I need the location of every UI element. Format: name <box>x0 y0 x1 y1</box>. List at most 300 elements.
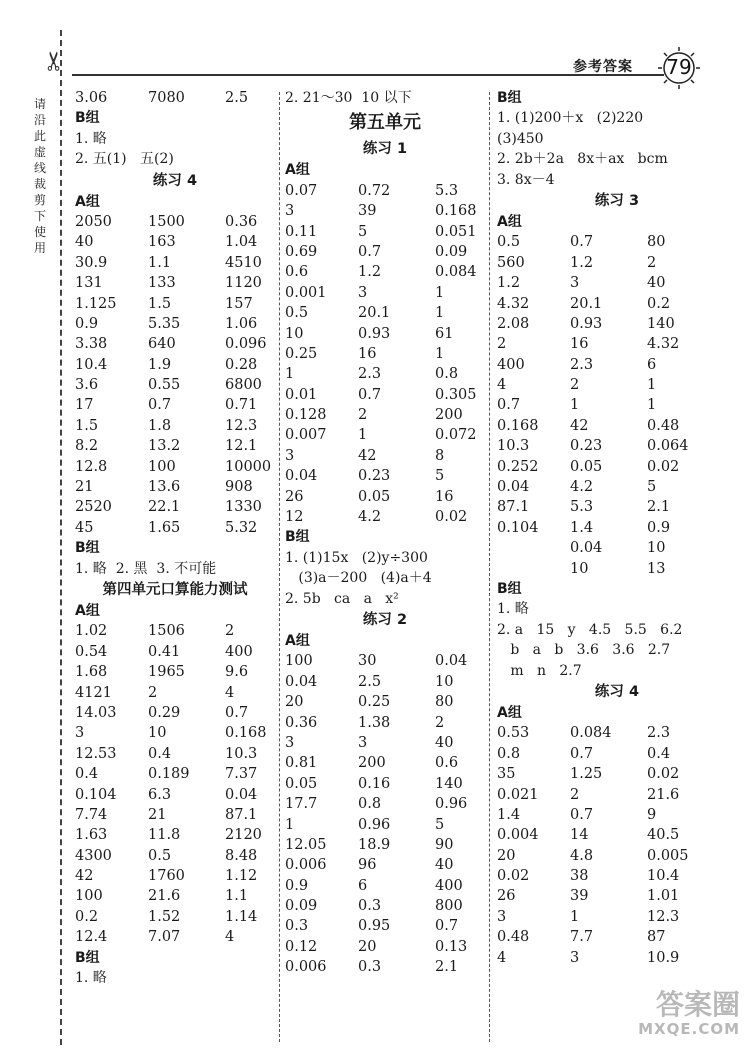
answer-cell: 640 <box>148 336 176 353</box>
answer-cell: 1 <box>435 305 445 322</box>
answer-cell: 7.7 <box>570 929 594 946</box>
answer-row <box>75 703 275 723</box>
answer-row <box>497 416 737 436</box>
answer-cell: 0.16 <box>358 775 391 792</box>
answer-cell: 0.05 <box>285 775 318 792</box>
answer-cell: 5.32 <box>225 519 258 536</box>
answer-cell: 0.69 <box>285 243 318 260</box>
answer-cell: 0.36 <box>225 213 258 230</box>
answer-cell: 908 <box>225 479 253 496</box>
answer-cell: 4.2 <box>570 479 594 496</box>
answer-row <box>285 692 485 712</box>
answer-cell: 1.2 <box>497 275 521 292</box>
answer-cell: 0.7 <box>497 397 521 414</box>
answer-row <box>497 232 737 252</box>
group-label: A组 <box>285 632 310 649</box>
answer-cell: 400 <box>497 356 525 373</box>
answer-cell: 9 <box>647 806 657 823</box>
answer-cell: 0.168 <box>497 417 539 434</box>
answer-cell: 0.13 <box>435 938 468 955</box>
answer-cell: 1 <box>435 345 445 362</box>
answer-cell: 2120 <box>225 827 262 844</box>
answer-cell: 80 <box>647 234 666 251</box>
answer-cell: 0.104 <box>75 786 117 803</box>
answer-cell: 140 <box>435 775 463 792</box>
answer-cell: 10 <box>435 673 454 690</box>
answer-cell: 6800 <box>225 377 262 394</box>
answer-cell: 2520 <box>75 499 112 516</box>
answer-cell: 1 <box>570 908 580 925</box>
answer-cell: 1506 <box>148 623 185 640</box>
answer-cell: 0.23 <box>570 438 603 455</box>
answer-row <box>75 395 275 415</box>
answer-cell: 40 <box>647 275 666 292</box>
page-number-badge <box>655 44 703 92</box>
answer-cell: 4.8 <box>570 847 594 864</box>
watermark-logo <box>610 990 740 1038</box>
answer-row <box>285 425 485 445</box>
answer-cell: 3.38 <box>75 336 108 353</box>
answer-cell: 0.001 <box>285 284 327 301</box>
answer-cell: 1.02 <box>75 623 108 640</box>
answer-cell: 2 <box>435 714 445 731</box>
answer-cell: 0.305 <box>435 386 477 403</box>
answer-cell: 0.084 <box>435 264 477 281</box>
answer-cell: 0.04 <box>570 540 603 557</box>
answer-cell: 4.32 <box>647 336 680 353</box>
answer-cell: 0.5 <box>285 305 309 322</box>
answer-cell: 1.2 <box>358 264 382 281</box>
answer-cell: 0.006 <box>285 857 327 874</box>
answer-cell: 1965 <box>148 664 185 681</box>
answer-cell: 1.9 <box>148 356 172 373</box>
answer-cell: 8.48 <box>225 847 258 864</box>
answer-cell: 1.12 <box>225 868 258 885</box>
answer-cell: 3 <box>285 734 295 751</box>
page-number: 79 <box>666 55 692 79</box>
answer-cell: 4510 <box>225 254 262 271</box>
answer-row <box>497 477 737 497</box>
answer-row <box>75 846 275 866</box>
answer-row <box>497 375 737 395</box>
answer-cell: 200 <box>358 755 386 772</box>
answer-cell: 400 <box>435 877 463 894</box>
answer-cell: 0.93 <box>570 315 603 332</box>
answer-cell: 1.14 <box>225 908 258 925</box>
answer-cell: 87.1 <box>225 806 258 823</box>
answer-row <box>497 436 737 456</box>
answer-cell: 20.1 <box>570 295 603 312</box>
answer-cell: 1.04 <box>225 234 258 251</box>
answer-row <box>75 744 275 764</box>
answer-cell: 1120 <box>225 275 262 292</box>
answer-cell: 5.3 <box>570 499 594 516</box>
answer-row <box>75 334 275 354</box>
answer-cell: 1.125 <box>75 295 117 312</box>
answer-row <box>75 355 275 375</box>
answer-cell: 0.6 <box>435 755 459 772</box>
answer-cell: 0.9 <box>75 315 99 332</box>
answer-cell: 45 <box>75 519 94 536</box>
answer-cell: 7.74 <box>75 806 108 823</box>
answer-cell: 10 <box>647 540 666 557</box>
answer-cell: 4 <box>497 949 507 966</box>
answer-cell: 10.4 <box>647 868 680 885</box>
answer-cell: 1.63 <box>75 827 108 844</box>
answer-cell: 5 <box>435 816 445 833</box>
answer-row <box>497 294 737 314</box>
answer-cell: 42 <box>570 417 589 434</box>
answer-row <box>75 375 275 395</box>
answer-cell: 400 <box>225 643 253 660</box>
watermark-url: MXQE.COM <box>638 1020 740 1038</box>
answer-cell: 6 <box>647 356 657 373</box>
answer-cell: 0.006 <box>285 959 327 976</box>
answer-cell: 0.02 <box>497 868 530 885</box>
answer-text: 1. 略 <box>75 130 107 147</box>
answer-cell: 5 <box>435 468 445 485</box>
answer-cell: 1.5 <box>75 417 99 434</box>
answer-cell: 42 <box>358 447 377 464</box>
answer-row <box>285 242 485 262</box>
answer-cell: 0.02 <box>435 509 468 526</box>
answer-cell: 0.29 <box>148 704 181 721</box>
answer-cell: 2.1 <box>435 959 459 976</box>
answer-cell: 0.4 <box>647 745 671 762</box>
answer-row <box>75 927 275 947</box>
answer-cell: 87.1 <box>497 499 530 516</box>
answer-cell: 4.2 <box>358 509 382 526</box>
answer-cell: 16 <box>358 345 377 362</box>
answer-cell: 0.128 <box>285 407 327 424</box>
answer-cell: 0.7 <box>570 745 594 762</box>
answer-row <box>75 436 275 456</box>
answer-cell: 1.65 <box>148 519 181 536</box>
answer-text: 2. 21～30 10 以下 <box>285 90 412 106</box>
answer-cell: 5 <box>647 479 657 496</box>
answer-cell: 0.04 <box>225 786 258 803</box>
answer-row <box>285 957 485 977</box>
answer-cell: 0.5 <box>148 847 172 864</box>
answer-row <box>497 866 737 886</box>
answer-text: 2. 五(1) 五(2) <box>75 151 174 168</box>
answer-cell: 30 <box>358 653 377 670</box>
answer-text: 1. 略 2. 黑 3. 不可能 <box>75 560 217 577</box>
answer-cell: 10.3 <box>225 745 258 762</box>
answer-cell: 0.7 <box>358 243 382 260</box>
answer-cell: 0.25 <box>358 694 391 711</box>
answer-cell: 8 <box>435 447 445 464</box>
answer-cell: 0.05 <box>570 458 603 475</box>
answer-text: 1. 略 <box>75 970 107 987</box>
answer-cell: 21.6 <box>148 888 181 905</box>
answer-cell: 10.3 <box>497 438 530 455</box>
answer-cell: 8.2 <box>75 438 99 455</box>
answer-cell <box>497 538 570 558</box>
answer-cell: 0.7 <box>358 386 382 403</box>
answer-cell: 1.4 <box>570 519 594 536</box>
answer-text: 2. 2b＋2a 8x＋ax bcm <box>497 151 668 168</box>
answer-cell: 1500 <box>148 213 185 230</box>
answer-row <box>285 794 485 814</box>
answer-cell: 20 <box>285 694 304 711</box>
answer-cell: 12.53 <box>75 745 117 762</box>
answer-cell: 0.9 <box>647 519 671 536</box>
answer-cell: 1 <box>647 377 657 394</box>
answer-cell: 2.5 <box>358 673 382 690</box>
answer-cell: 0.07 <box>285 182 318 199</box>
answer-cell: 1 <box>435 284 445 301</box>
answer-cell: 0.11 <box>285 223 318 240</box>
answer-cell: 2 <box>647 254 657 271</box>
answer-cell: 7080 <box>148 90 185 106</box>
group-label: B组 <box>497 90 522 106</box>
answer-cell: 20 <box>358 938 377 955</box>
answer-cell: 0.005 <box>647 847 689 864</box>
answer-cell: 0.36 <box>285 714 318 731</box>
answer-text: 2. 5b ca a x² <box>285 590 399 607</box>
answer-cell: 5 <box>358 223 368 240</box>
answer-cell: 20.1 <box>358 305 391 322</box>
answer-cell: 4121 <box>75 684 112 701</box>
answer-cell: 560 <box>497 254 525 271</box>
answer-cell: 1.06 <box>225 315 258 332</box>
answer-cell: 12.4 <box>75 929 108 946</box>
group-label: A组 <box>285 162 310 179</box>
answer-row <box>285 733 485 753</box>
answer-cell: 21 <box>75 479 94 496</box>
section-title: 练习 4 <box>594 683 640 700</box>
answer-cell: 0.04 <box>435 653 468 670</box>
answer-cell: 1330 <box>225 499 262 516</box>
answer-cell: 0.09 <box>285 898 318 915</box>
answer-row <box>285 344 485 364</box>
answer-row <box>497 927 737 947</box>
answer-cell: 0.28 <box>225 356 258 373</box>
answer-cell: 3 <box>75 725 85 742</box>
answer-row <box>75 518 275 538</box>
group-label: B组 <box>285 529 310 546</box>
answer-cell: 0.168 <box>435 203 477 220</box>
answer-cell: 2.1 <box>647 499 671 516</box>
answer-cell: 0.12 <box>285 938 318 955</box>
answer-row <box>497 764 737 784</box>
answer-cell: 26 <box>497 888 516 905</box>
answer-cell: 0.3 <box>285 918 309 935</box>
answer-row <box>75 642 275 662</box>
answer-row <box>497 846 737 866</box>
answer-cell: 12.8 <box>75 458 108 475</box>
answer-cell: 13 <box>647 560 666 577</box>
answer-row <box>497 497 737 517</box>
group-label: B组 <box>497 580 522 597</box>
answer-cell: 39 <box>570 888 589 905</box>
group-label: B组 <box>75 110 100 127</box>
answer-cell: 12.05 <box>285 836 327 853</box>
answer-cell: 0.04 <box>285 468 318 485</box>
answer-cell: 1.52 <box>148 908 181 925</box>
answer-row <box>75 825 275 845</box>
answer-cell: 13.6 <box>148 479 181 496</box>
answer-cell: 11.8 <box>148 827 181 844</box>
answer-cell: 0.05 <box>358 488 391 505</box>
answer-row <box>285 507 485 527</box>
answer-row <box>285 815 485 835</box>
answer-cell: 0.96 <box>358 816 391 833</box>
answer-row <box>75 273 275 293</box>
answer-cell: 0.2 <box>75 908 99 925</box>
answer-text: m n 2.7 <box>497 662 582 679</box>
section-title: 练习 4 <box>152 172 198 189</box>
answer-row <box>497 334 737 354</box>
answer-row <box>285 896 485 916</box>
answer-row <box>497 518 737 538</box>
answer-cell: 38 <box>570 868 589 885</box>
column-divider <box>489 92 490 1042</box>
answer-cell: 0.4 <box>75 766 99 783</box>
answer-cell: 0.04 <box>285 673 318 690</box>
answer-cell: 0.2 <box>647 295 671 312</box>
answer-cell: 1.8 <box>148 417 172 434</box>
answer-cell: 14 <box>570 827 589 844</box>
answer-text: (3)450 <box>497 130 544 147</box>
answer-cell: 18.9 <box>358 836 391 853</box>
answer-cell: 2 <box>570 377 580 394</box>
answer-cell: 3.6 <box>75 377 99 394</box>
answer-cell: 40 <box>435 734 454 751</box>
answer-cell: 0.8 <box>358 796 382 813</box>
answer-cell: 10.9 <box>647 949 680 966</box>
answer-cell: 17.7 <box>285 796 318 813</box>
answer-column-3 <box>497 88 737 968</box>
answer-row <box>497 805 737 825</box>
answer-cell: 0.8 <box>435 366 459 383</box>
answer-row <box>497 457 737 477</box>
answer-row <box>75 253 275 273</box>
answer-cell: 200 <box>435 407 463 424</box>
answer-cell: 2 <box>148 684 158 701</box>
answer-row <box>75 764 275 784</box>
answer-cell: 0.25 <box>285 345 318 362</box>
answer-cell: 0.3 <box>358 898 382 915</box>
answer-row <box>75 212 275 232</box>
answer-row <box>285 262 485 282</box>
answer-cell: 0.051 <box>435 223 477 240</box>
answer-cell: 3 <box>358 284 368 301</box>
answer-cell: 0.7 <box>570 806 594 823</box>
answer-cell: 3.06 <box>75 90 108 106</box>
answer-cell: 0.8 <box>497 745 521 762</box>
unit-title: 第五单元 <box>349 112 421 134</box>
answer-cell: 0.5 <box>497 234 521 251</box>
answer-cell: 0.95 <box>358 918 391 935</box>
answer-cell: 4 <box>497 377 507 394</box>
answer-row <box>285 876 485 896</box>
answer-cell: 14.03 <box>75 704 117 721</box>
answer-row <box>497 355 737 375</box>
answer-cell: 140 <box>647 315 675 332</box>
answer-cell: 26 <box>285 488 304 505</box>
answer-cell: 0.55 <box>148 377 181 394</box>
answer-row <box>285 937 485 957</box>
section-title: 练习 2 <box>362 611 408 628</box>
answer-cell: 10000 <box>225 458 272 475</box>
answer-row <box>75 886 275 906</box>
answer-cell: 1.4 <box>497 806 521 823</box>
answer-cell: 1 <box>570 397 580 414</box>
answer-cell: 800 <box>435 898 463 915</box>
section-title: 第四单元口算能力测试 <box>102 581 248 598</box>
answer-cell: 3 <box>358 734 368 751</box>
answer-row <box>75 662 275 682</box>
answer-cell: 90 <box>435 836 454 853</box>
section-title: 练习 1 <box>362 141 408 158</box>
answer-cell: 12 <box>285 509 304 526</box>
answer-row <box>75 907 275 927</box>
cut-instruction-note: 请沿此虚线裁剪下使用 <box>34 97 47 255</box>
answer-row <box>497 948 737 968</box>
answer-cell: 1.5 <box>148 295 172 312</box>
answer-cell: 100 <box>75 888 103 905</box>
answer-cell: 1.68 <box>75 664 108 681</box>
answer-cell: 21.6 <box>647 786 680 803</box>
answer-cell <box>497 559 570 579</box>
answer-cell: 2 <box>225 623 235 640</box>
answer-cell: 4 <box>225 684 235 701</box>
answer-cell: 1.1 <box>225 888 249 905</box>
answer-cell: 42 <box>75 868 94 885</box>
answer-cell: 1 <box>647 397 657 414</box>
watermark-text: 答案圈 <box>655 988 740 1021</box>
answer-cell: 0.7 <box>225 704 249 721</box>
answer-cell: 3 <box>570 275 580 292</box>
answer-row <box>75 621 275 641</box>
answer-cell: 0.104 <box>497 519 539 536</box>
answer-cell: 0.23 <box>358 468 391 485</box>
scissors-icon: ✂ <box>39 50 70 72</box>
answer-cell: 1.38 <box>358 714 391 731</box>
answer-row <box>285 774 485 794</box>
answer-row <box>285 222 485 242</box>
answer-cell: 2.3 <box>358 366 382 383</box>
answer-row <box>285 753 485 773</box>
answer-cell: 0.189 <box>148 766 190 783</box>
answer-cell: 3 <box>285 203 295 220</box>
answer-row <box>75 805 275 825</box>
answer-row <box>285 405 485 425</box>
answer-row <box>285 916 485 936</box>
answer-cell: 0.02 <box>647 458 680 475</box>
answer-column-1 <box>75 88 275 988</box>
answer-cell: 1 <box>285 366 295 383</box>
answer-cell: 100 <box>285 653 313 670</box>
answer-cell: 10 <box>148 725 167 742</box>
answer-cell: 131 <box>75 275 103 292</box>
answer-cell: 61 <box>435 325 454 342</box>
answer-cell: 96 <box>358 857 377 874</box>
answer-cell: 1 <box>285 816 295 833</box>
answer-cell: 2 <box>570 786 580 803</box>
answer-cell: 7.37 <box>225 766 258 783</box>
answer-cell: 16 <box>435 488 454 505</box>
answer-cell: 0.6 <box>285 264 309 281</box>
answer-cell: 5.3 <box>435 182 459 199</box>
answer-row <box>75 232 275 252</box>
answer-row <box>285 303 485 323</box>
answer-cell: 7.07 <box>148 929 181 946</box>
answer-cell: 1.2 <box>570 254 594 271</box>
answer-cell: 0.71 <box>225 397 258 414</box>
